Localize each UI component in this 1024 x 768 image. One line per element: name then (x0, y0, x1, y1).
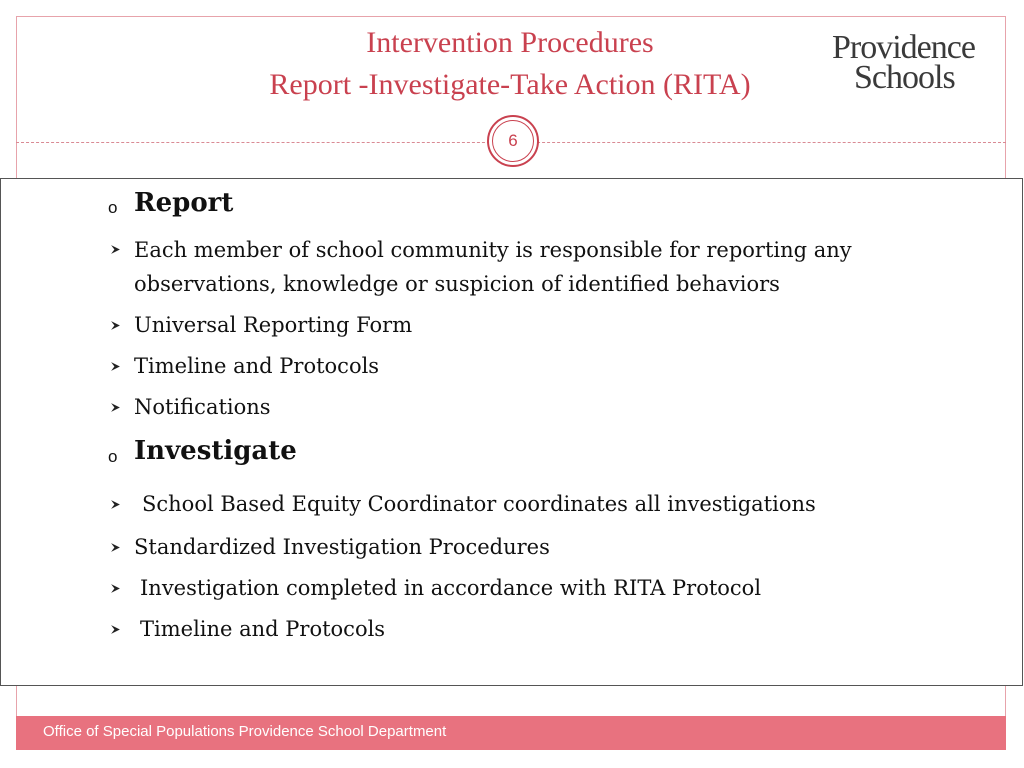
arrow-bullet-icon (110, 499, 121, 510)
investigate-item-3: Investigation completed in accordance with RITA Protocol (140, 576, 762, 600)
logo-line-2: Schools (854, 59, 955, 96)
circle-bullet: o (108, 447, 118, 466)
footer-bar (16, 716, 1006, 750)
slide-title (160, 22, 860, 106)
report-item-2: Universal Reporting Form (134, 313, 413, 337)
investigate-heading: Investigate (134, 436, 297, 466)
report-heading: Report (134, 188, 234, 218)
report-item-3: Timeline and Protocols (134, 354, 380, 378)
providence-schools-logo (832, 30, 992, 96)
report-item-1: Each member of school community is responsible for reporting any (134, 238, 852, 262)
title-line-2: Report -Investigate-Take Action (RITA) (269, 68, 751, 101)
logo-line-1: Providence (832, 29, 975, 66)
arrow-bullet-icon (110, 542, 121, 553)
title-line-1: Intervention Procedures (366, 26, 654, 59)
arrow-bullet-icon (110, 583, 121, 594)
arrow-bullet-icon (110, 624, 121, 635)
report-item-1-cont: observations, knowledge or suspicion of identified behaviors (134, 272, 780, 296)
arrow-bullet-icon (110, 320, 121, 331)
footer-text: Office of Special Populations Providence School Department (43, 723, 447, 740)
circle-bullet: o (108, 198, 118, 217)
page-number-badge (487, 115, 539, 167)
investigate-item-1: School Based Equity Coordinator coordinates all investigations (142, 492, 816, 516)
arrow-bullet-icon (110, 361, 121, 372)
investigate-item-4: Timeline and Protocols (140, 617, 386, 641)
investigate-item-2: Standardized Investigation Procedures (134, 535, 550, 559)
arrow-bullet-icon (110, 244, 121, 255)
arrow-bullet-icon (110, 402, 121, 413)
report-item-4: Notifications (134, 395, 271, 419)
page-number: 6 (492, 120, 534, 162)
